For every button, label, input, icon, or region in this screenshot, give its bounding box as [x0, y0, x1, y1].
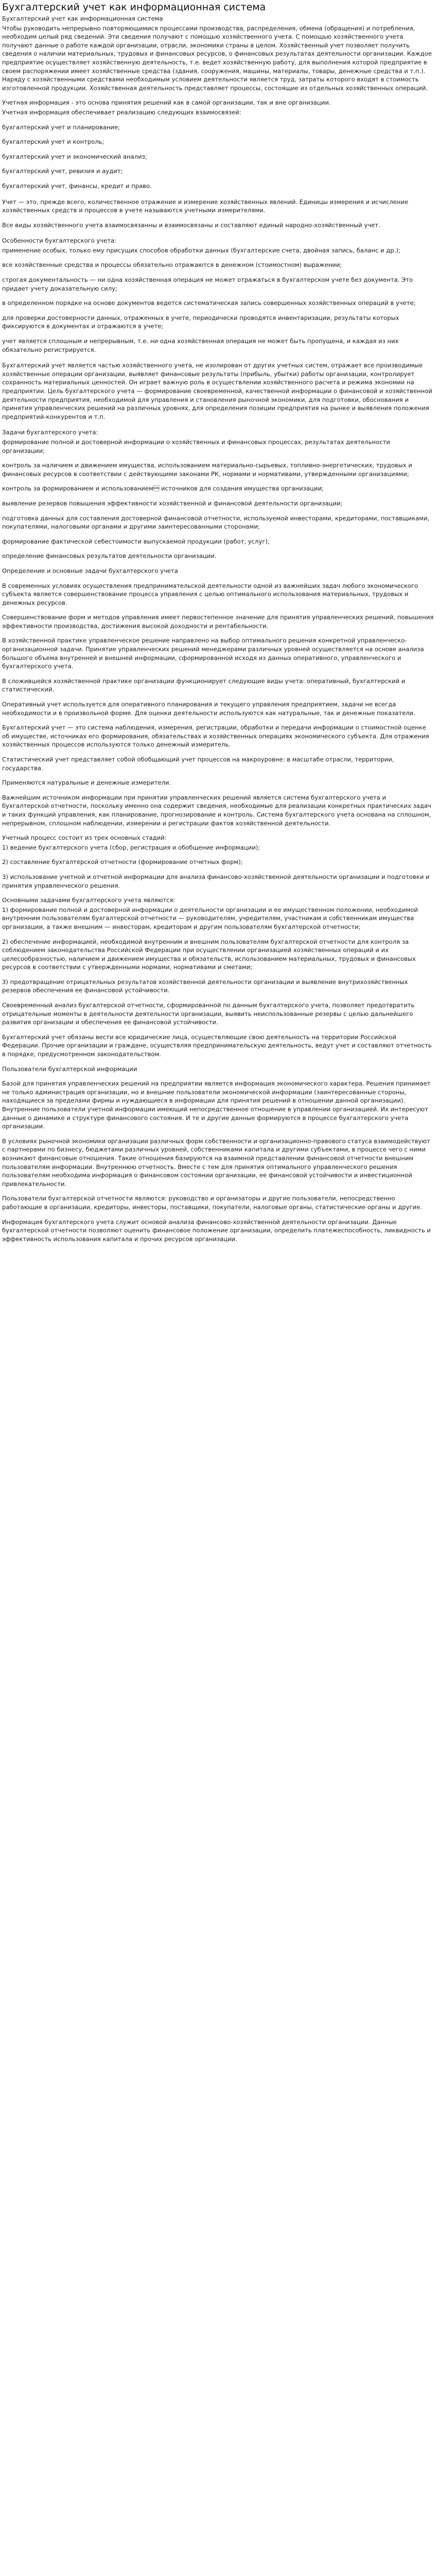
paragraph: для проверки достоверности данных, отраженных в учете, периодически проводятся инвентаризации, результаты которых фиксируются в документах и отражаются в учете;	[2, 314, 399, 330]
paragraph: Совершенствование форм и методов управления имеет первостепенное значение для принятия управленческих решений, повышения эффективности производства, достижения высокой доходности и рентабельности.	[2, 614, 434, 630]
paragraph: 1) формирование полной и достоверной информации о деятельности организации и ее имущественном положении, необходимой внутренним пользователям бухгалтерской отчетности — руководителям, учредителям, участникам и собственникам имущества организации, а также внешним — инвесторам, кредиторам и другим пользователям бухгалтерской отчетности;	[2, 906, 418, 930]
paragraph: Учетная информация - это основа принятия решений как в самой организации, так и вне организации.	[2, 99, 331, 107]
paragraph: 3) предотвращение отрицательных результатов хозяйственной деятельности организации и выявление внутрихозяйственных резервов обеспечения ее финансовой устойчивости.	[2, 978, 408, 994]
paragraph: формирование полной и достоверной информации о хозяйственных и финансовых процессах, результатах деятельности организации;	[2, 438, 390, 454]
paragraph: Своевременный анализ бухгалтерской отчетности, сформированной по данным бухгалтерского учета, позволяет предотвратить отрицательные моменты в деятельности деятельности организации, выявить неиспользованные резервы с целью дальнейшего развития организации и обеспечения ее финансовой устойчивости.	[2, 1002, 415, 1026]
paragraph: Все виды хозяйственного учета взаимосвязанны и взаимосвязаны и составляют единый народно-хозяйственный учет.	[2, 221, 380, 229]
paragraph: 2) составление бухгалтерской отчетности (формирование отчетных форм);	[2, 858, 243, 866]
paragraph: 3) использование учетной и отчетной информации для анализа финансово-хозяйственной деятельности организации и подготовки и принятия управленческого решения.	[2, 873, 430, 889]
paragraph: 2) обеспечение информацией, необходимой внутренним и внешним пользователям бухгалтерской отчетности для контроля за соблюдением законодательства Российской Федерации при осуществлении организацией хозяйственных операций и их целесообразностью, наличием и движением имущества и обязательств, использованием материальных, трудовых и финансовых ресурсов в соответствии с утвержденными нормами, нормативами и сметами;	[2, 938, 416, 971]
paragraph: бухгалтерский учет, финансы, кредит и право.	[2, 182, 152, 190]
paragraph: Пользователи бухгалтерской информации	[2, 1065, 137, 1073]
paragraph: В хозяйственной практике управленческое решение направлено на выбор оптимального решения конкретной управленческо-организационной задачи. Принятие управленческих решений менеджерами различных уровней осуществляется на основе анализа большого объема внутренней и внешней информации, сформированной исходя из данных оперативного, управленческого и бухгалтерского учета.	[2, 637, 424, 670]
paragraph: бухгалтерский учет и контроль;	[2, 138, 104, 146]
paragraph: Учет — это, прежде всего, количественное отражение и измерение хозяйственных явлений. Единицы измерения и исчисление хозяйственных средств и процессов в учете называются учетными измерителями.	[2, 198, 409, 214]
paragraph: Бухгалтерский учет как информационная система	[2, 15, 163, 22]
paragraph: Чтобы руководить непрерывно повторяющимися процессами производства, распределения, обмена (обращения) и потребления, необходим целый ряд сведений. Эти сведения получают с помощью хозяйственного учета. С помощью хозяйственного учета получают данные о работе каждой организации, отрасли, экономики страны в целом. Хозяйственный учет позволяет получить сведения о наличии материальных, трудовых и финансовых ресурсов, о финансовых результатах деятельности организации. Каждое предприятие осуществляет хозяйственную деятельность, т.е. ведет хозяйственную работу, для выполнения которой предприятие в своем распоряжении имеет хозяйственные средства (здания, сооружения, машины, материалы, товары, денежные средства и т.п.). Наряду с хозяйственными средствами необходимым условием деятельности является труд, затраты которого входят в стоимость изготовленной продукции. Хозяйственная деятельность представляет процессы, состоящие из отдельных хозяйственных операций.	[2, 24, 432, 92]
paragraph: в определенном порядке на основе документов ведется систематическая запись совершенных хозяйственных операций в учете;	[2, 299, 416, 307]
paragraph: строгая документальность — ни одна хозяйственная операция не может отражаться в бухгалтерском учете без документа. Это придает учету доказательную силу;	[2, 276, 413, 292]
paragraph: Задачи бухгалтерского учета:	[2, 429, 98, 436]
paragraph: Статистический учет представляет собой обобщающий учет процессов на макроуровне: в масштабе отрасли, территории, государства.	[2, 756, 394, 772]
paragraph: все хозяйственные средства и процессы обязательно отражаются в денежном (стоимостном) выражении;	[2, 261, 342, 269]
paragraph: бухгалтерский учет и экономический анализ;	[2, 152, 147, 160]
paragraph: Пользователи бухгалтерской отчетности являются: руководство и организаторы и другие пользователи, непосредственно работающие в организации, кредиторы, инвесторы, поставщики, покупатели, налоговые органы, статистические органы и другие.	[2, 1195, 422, 1211]
paragraph: 1) ведение бухгалтерского учета (сбор, регистрация и обобщение информации);	[2, 843, 260, 851]
paragraph: контроль за наличием и движением имущества, использованием материально-сырьевых, топливно-энергетических, трудовых и финансовых ресурсов в соответствии с действующими законами РК, нормами и нормативами, утвержденными организациями;	[2, 462, 412, 478]
document	[0, 0, 434, 1251]
paragraph: Применяются натуральные и денежные измерители.	[2, 779, 171, 787]
paragraph: Бухгалтерский учет — это система наблюдения, измерения, регистрации, обработки и передачи информации о стоимостной оценке об имуществе, источниках его формирования, обязательствах и хозяйственных операциях экономического субъекта. Для отражения хозяйственных процессов используются только денежный измеритель.	[2, 724, 429, 749]
paragraph: В условиях рыночной экономики организации различных форм собственности и организационно-правового статуса взаимодействуют с партнерами по бизнесу, бюджетами различных уровней, собственниками капитала и другими субъектами, в процессе чего с ними возникают финансовые отношения. Такие отношения базируются на взаимной представлении финансовой отчетности внешним пользователям информации. Внутреннюю отчетность. Вместе с тем для принятия оптимального управленческого решения пользователям необходима информация о финансовом состоянии организации, ее финансовой устойчивости и инвестиционной привлекательности.	[2, 1137, 430, 1188]
paragraph: учет является сплошным и непрерывным, т.е. ни одна хозяйственная операция не может быть пропущена, и каждая из них обязательно регистрируется.	[2, 337, 399, 353]
document-body	[2, 14, 434, 1243]
paragraph: В сложившейся хозяйственной практике организации функционирует следующие виды учета: оперативный, бухгалтерский и статистический.	[2, 677, 406, 693]
paragraph: определение финансовых результатов деятельности организации.	[2, 552, 217, 560]
paragraph: Оперативный учет используется для оперативного планирования и текущего управления предприятием, задачи не всегда необходимости и в произвольной форме. Для оценки деятельности используются как натуральные, так и денежные показатели.	[2, 701, 415, 717]
paragraph: применение особых, только ему присущих способов обработки данных (бухгалтерские счета, двойная запись, баланс и др.);	[2, 246, 400, 254]
paragraph: выявление резервов повышения эффективности хозяйственной и финансовой деятельности организации;	[2, 499, 343, 507]
paragraph: Бухгалтерский учет является частью хозяйственного учета, не изолирован от других учетных систем, отражает все производимые хозяйственные операции организации, выявляет финансовые результаты (прибыль, убытки) работы организации, контролирует сохранность материальных ценностей. Он играет важную роль в осуществлении хозяйственного расчета и режима экономии на предприятии. Цель бухгалтерского учета — формирование своевременной, качественной информации о финансовой и хозяйственной деятельности предприятия, необходимой для управления и становления рыночной экономики, для подготовки, обоснования и принятия управленческих решений на различных уровнях, для определения позиции предприятия на рынке и выявления положения предприятий-конкурентов и т.п.	[2, 362, 432, 420]
paragraph: Информация бухгалтерского учета служит основой анализа финансово-хозяйственной деятельности организации. Данные бухгалтерской отчетности позволяют оценить финансовое положение организации, определить платежеспособность, ликвидность и эффективность использования капитала и прочих ресурсов организации.	[2, 1218, 431, 1243]
paragraph: бухгалтерский учет, ревизия и аудит;	[2, 167, 123, 175]
paragraph: Важнейшим источником информации при принятии управленческих решений является система бухгалтерского учета и бухгалтерской отчетности, поскольку именно она содержит сведения, необходимые для реализации конкретных практических задач и таких функций управления, как планирование, прогнозирование и контроль. Система бухгалтерского учета основана на сплошном, непрерывном, сплошном наблюдении, измерении и регистрации фактов хозяйственной деятельности.	[2, 793, 431, 827]
paragraph: Основными задачами бухгалтерского учета являются:	[2, 896, 176, 904]
paragraph: Особенности бухгалтерского учета:	[2, 237, 117, 245]
paragraph: формирование фактической себестоимости выпускаемой продукции (работ, услуг);	[2, 537, 270, 545]
paragraph: Учетный процесс состоит из трех основных стадий:	[2, 834, 167, 842]
paragraph: подготовка данных для составления достоверной финансовой отчетности, используемой инвесторами, кредиторами, поставщиками, покупателями, налоговыми органами и другими заинтересованными сторонами;	[2, 514, 430, 531]
page-title: Бухгалтерский учет как информационная система	[2, 2, 266, 13]
paragraph: контроль за формированием и использованием источников для создания имущества организации;	[2, 485, 324, 493]
paragraph: В современных условиях осуществления предпринимательской деятельности одной из важнейших задач любого экономического субъекта является совершенствование процесса управления с целью оптимального использования материальных, трудовых и денежных ресурсов.	[2, 582, 418, 606]
paragraph: Бухгалтерский учет обязаны вести все юридические лица, осуществляющие свою деятельность на территории Российской Федерации. Прочие организации и граждане, осуществляя предпринимательскую деятельность, ведут учет и составляют отчетность в порядке, предусмотренном законодательством.	[2, 1033, 432, 1058]
paragraph: Определение и основные задачи бухгалтерского учета	[2, 567, 178, 574]
paragraph: Базой для принятия управленческих решений на предприятии является информация экономического характера. Решения принимает не только администрация организации, но и внешние пользователи экономической информации (заинтересованные стороны, находящиеся за пределами фирмы и нуждающиеся в информации для принятия решений в отношении данной организации). Внутренние пользователи учетной информации имеющий непосредственное отношение в управлении организацией. Их интересуют данные о динамике и структуре финансового состояния. И те и другие данные формируются в процессе бухгалтерского учета организации.	[2, 1080, 431, 1130]
paragraph: Учетная информация обеспечивает реализацию следующих взаимосвязей:	[2, 108, 241, 116]
paragraph: бухгалтерский учет и планирование;	[2, 123, 120, 131]
